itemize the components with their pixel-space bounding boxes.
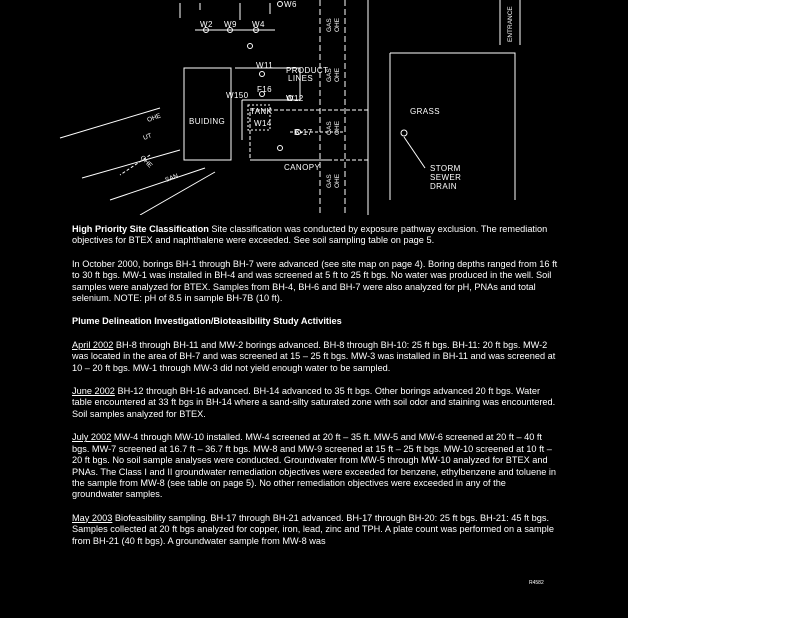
map-label-gas-v3: GAS — [326, 121, 333, 135]
high-priority-paragraph — [72, 224, 558, 247]
map-label-gas: GAS — [326, 18, 333, 32]
map-label-w11: W11 — [256, 61, 274, 70]
plume-heading: Plume Delineation Investigation/Bioteasibility Study Activities — [72, 316, 342, 327]
may-2003-paragraph — [72, 513, 558, 547]
map-label-drain: DRAIN — [430, 182, 457, 191]
jul-2002-text: MW-4 through MW-10 installed. MW-4 screened at 20 ft – 35 ft. MW-5 and MW-6 screened at 20 ft – 40 ft bgs. MW-7 screened at 16.7 ft – 36.7 ft bgs. MW-8 and MW-9 screened at 15 ft – 25 ft bgs. MW-10 screened at 10 ft – 20 ft bgs. No soil sample analyses were conducted. Groundwater from MW-5 through MW-10 analyzed for BTEX and PNAs. The Class I and II groundwater remediation objectives were exceeded for benzene, ethylbenzene and toluene in the sample from MW-8 (see table on page 5). No other remediation objectives were exceeded in any of the groundwater samples. — [72, 432, 557, 500]
map-label-entrance: ENTRANCE — [507, 6, 514, 42]
may-2003-date: May 2003 — [72, 512, 113, 523]
map-label-w9: W9 — [224, 20, 237, 29]
map-label-w4: W4 — [252, 20, 265, 29]
map-label-b17: B-17 — [294, 128, 313, 137]
map-label-canopy: CANOPY — [284, 163, 321, 172]
site-map — [0, 0, 628, 215]
map-label-san: SAN — [164, 172, 180, 184]
report-body — [72, 224, 558, 559]
high-priority-heading: High Priority Site Classification — [72, 224, 209, 234]
well-marker — [278, 146, 283, 151]
apr-2002-paragraph — [72, 340, 558, 374]
building-outline — [184, 68, 231, 160]
well-marker — [260, 72, 265, 77]
map-label-ohe2: OHE — [138, 154, 154, 170]
well-marker — [248, 44, 253, 49]
utility-line — [110, 168, 205, 200]
page-code: R4582 — [529, 580, 544, 586]
storm-drain-marker — [401, 130, 407, 136]
apr-2002-date: April 2002 — [72, 339, 114, 350]
map-label-ohe-v4: OHE — [334, 173, 341, 188]
map-label-building: BUIDING — [189, 117, 226, 126]
map-label-ohe: OHE — [146, 112, 162, 124]
map-label-ohe-v3: OHE — [334, 120, 341, 135]
map-label-storm: STORM — [430, 164, 461, 173]
may-2003-text: Biofeasibility sampling. BH-17 through BH-21 advanced. BH-17 through BH-20: 25 ft bgs. BH-21: 45 ft bgs. Samples collected at 20 ft bgs analyzed for copper, iron, lead, zinc and TPH. A plate count was performed on a sample from BH-21 (40 ft bgs). A groundwater sample from MW-8 was — [72, 512, 554, 546]
map-label-gas-v2: GAS — [326, 68, 333, 82]
jul-2002-paragraph — [72, 432, 558, 500]
jul-2002-date: July 2002 — [72, 432, 112, 443]
map-label-ohe-v2: OHE — [334, 67, 341, 82]
map-label-sewer: SEWER — [430, 173, 462, 182]
map-label-ohe-v: OHE — [334, 17, 341, 32]
map-label-f16: F16 — [257, 85, 272, 94]
map-label-ut: UT — [142, 132, 153, 142]
oct-2000-paragraph: In October 2000, borings BH-1 through BH-7 were advanced (see site map on page 4). Boring depths ranged from 16 ft to 30 ft bgs. MW-1 was installed in BH-4 and was screened at 5 ft to 25 ft bgs. No water was produced in the well. Soil samples were analyzed for BTEX. Samples from BH-4, BH-6 and BH-7 were also analyzed for pH, PNAs and total selenium. NOTE: pH of 8.5 in sample BH-7B (10 ft). — [72, 258, 558, 304]
map-label-product: PRODUCT — [286, 66, 329, 75]
high-priority-text: Site classification was conducted by exposure pathway exclusion. The remediation objectives for BTEX and naphthalene were exceeded. See soil sampling table on page 5. — [72, 224, 548, 246]
map-label-tank: TANK — [250, 107, 273, 116]
jun-2002-date: June 2002 — [72, 386, 115, 397]
map-label-w150: W150 — [226, 91, 249, 100]
well-marker — [278, 2, 283, 7]
map-label-grass: GRASS — [410, 107, 441, 116]
jun-2002-paragraph — [72, 386, 558, 420]
map-line — [180, 3, 270, 20]
map-label-w6: W6 — [284, 0, 297, 9]
map-label-w14: W14 — [254, 119, 272, 128]
jun-2002-text: BH-12 through BH-16 advanced. BH-14 advanced to 35 ft bgs. Other borings advanced 20 ft bgs. Water table encountered at 33 ft bgs in BH-14 where a sand-silty saturated zone with soil odor and staining was encountered. Soil samples analyzed for BTEX. — [72, 386, 556, 419]
map-label-lines: LINES — [288, 74, 314, 83]
apr-2002-text: BH-8 through BH-11 and MW-2 borings advanced. BH-8 through BH-10: 25 ft bgs. BH-11: 20 ft bgs. MW-2 was located in the area of BH-7 and was screened at 15 – 25 ft bgs. MW-3 was installed in BH-11 and was screened at 10 – 20 ft bgs. MW-1 through MW-3 did not yield enough water to be sampled. — [72, 339, 556, 373]
storm-leader — [404, 137, 425, 168]
map-label-gas-v4: GAS — [326, 174, 333, 188]
utility-line — [82, 150, 180, 178]
map-label-w12: W12 — [286, 94, 304, 103]
map-label-w2: W2 — [200, 20, 213, 29]
